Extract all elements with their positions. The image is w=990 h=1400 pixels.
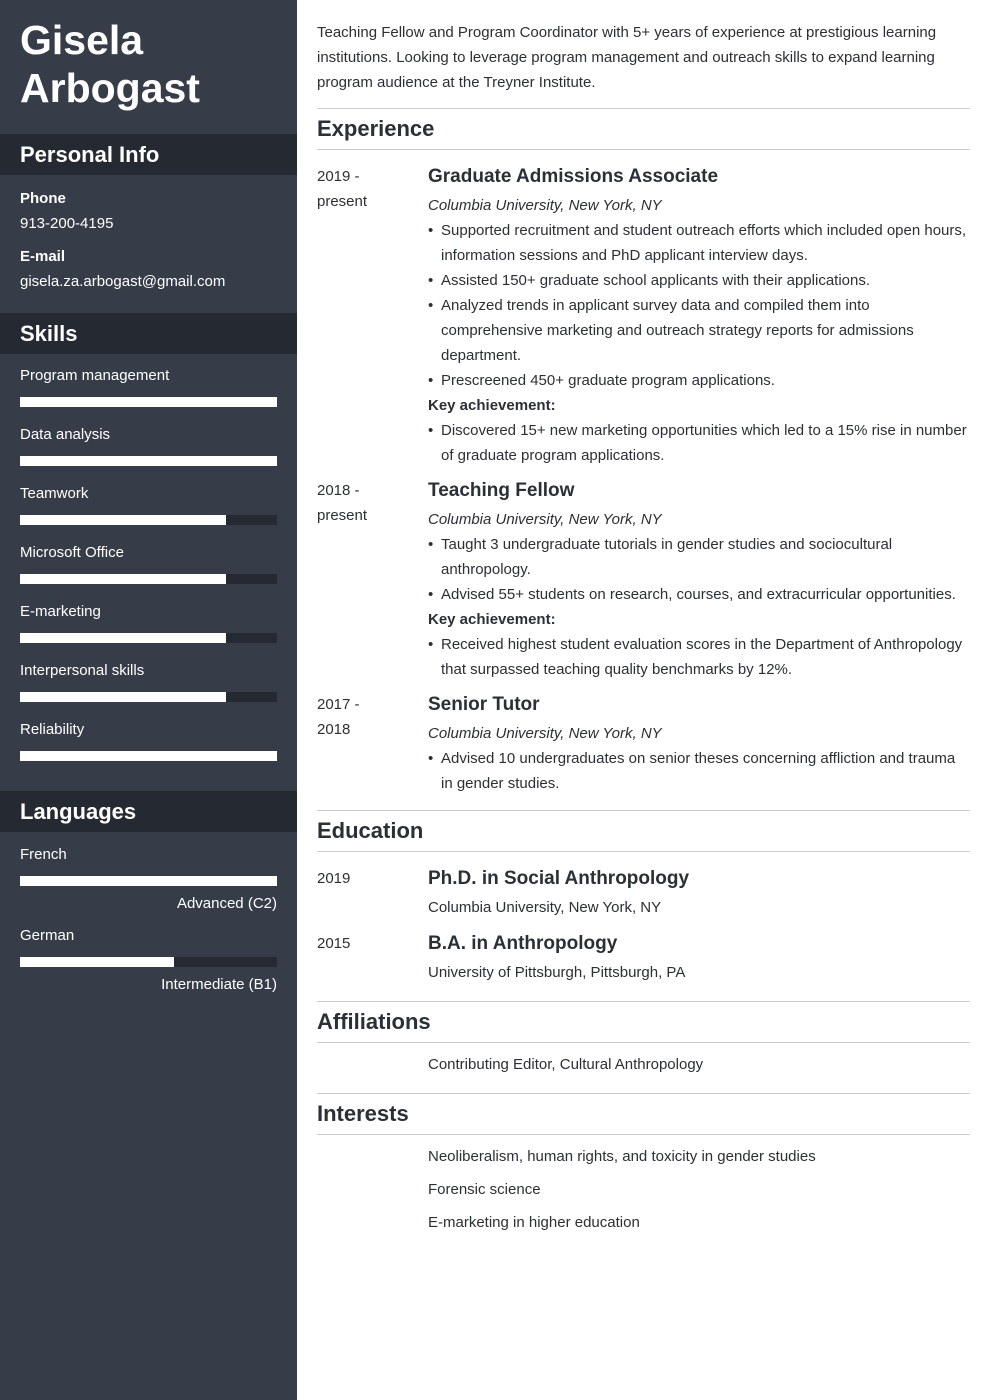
skill-name: Interpersonal skills xyxy=(20,662,145,679)
education-details xyxy=(428,931,970,985)
skill-item xyxy=(20,661,277,720)
job-bullets xyxy=(428,532,970,607)
profile-summary: Teaching Fellow and Program Coordinator with 5+ years of experience at prestigious learning institutions. Looking to leverage program management and outreach skills to expand learning program audience at the Treyner Institute. xyxy=(317,20,970,109)
key-achievement-bullets xyxy=(428,632,970,682)
job-date-end: present xyxy=(317,507,368,524)
experience-entry xyxy=(317,692,970,810)
email-label: E-mail xyxy=(20,248,66,265)
phone-label: Phone xyxy=(20,190,66,207)
key-achievement-bullet: • Discovered 15+ new marketing opportunities which led to a 15% rise in number of graduate program applications. xyxy=(428,418,970,468)
degree-title: Ph.D. in Social Anthropology xyxy=(428,868,690,889)
skill-bar-fill xyxy=(20,574,226,584)
job-bullet: • Taught 3 undergraduate tutorials in gender studies and sociocultural anthropology. xyxy=(428,532,970,582)
education-year: 2019 xyxy=(317,870,351,887)
skill-item xyxy=(20,543,277,602)
education-year: 2015 xyxy=(317,935,351,952)
job-dates xyxy=(317,164,428,468)
language-item xyxy=(20,845,277,926)
skill-name: Reliability xyxy=(20,721,85,738)
skill-name: Program management xyxy=(20,367,170,384)
sidebar xyxy=(0,0,297,1400)
job-bullet: • Analyzed trends in applicant survey data and compiled them into comprehensive marketing and outreach strategy reports for admissions department. xyxy=(428,293,970,368)
school-name: University of Pittsburgh, Pittsburgh, PA xyxy=(428,964,686,981)
skill-bar-fill xyxy=(20,397,277,407)
job-bullets xyxy=(428,218,970,393)
language-item xyxy=(20,926,277,1007)
experience-heading: Experience xyxy=(317,109,970,150)
key-achievement-label: Key achievement: xyxy=(428,611,556,628)
job-bullet: • Advised 55+ students on research, courses, and extracurricular opportunities. xyxy=(428,582,970,607)
job-title: Teaching Fellow xyxy=(428,480,575,501)
skill-bar xyxy=(20,633,277,643)
job-date-start: 2017 - xyxy=(317,696,360,713)
skills-heading: Skills xyxy=(0,313,297,354)
skill-bar-fill xyxy=(20,515,226,525)
skill-item xyxy=(20,484,277,543)
job-dates xyxy=(317,692,428,796)
job-bullets xyxy=(428,746,970,796)
language-name: German xyxy=(20,927,75,944)
skill-bar-fill xyxy=(20,692,226,702)
skill-bar xyxy=(20,692,277,702)
skill-name: Data analysis xyxy=(20,426,111,443)
interest-item: Neoliberalism, human rights, and toxicity in gender studies xyxy=(428,1148,816,1165)
skill-item xyxy=(20,425,277,484)
job-title: Senior Tutor xyxy=(428,694,540,715)
key-achievement-bullets xyxy=(428,418,970,468)
job-date-end: present xyxy=(317,193,368,210)
skill-bar xyxy=(20,574,277,584)
job-date-start: 2019 - xyxy=(317,168,360,185)
interests-heading: Interests xyxy=(317,1094,970,1135)
experience-entry xyxy=(317,164,970,468)
job-date-end: 2018 xyxy=(317,721,351,738)
interest-item: Forensic science xyxy=(428,1181,541,1198)
skill-name: Teamwork xyxy=(20,485,89,502)
email-value: gisela.za.arbogast@gmail.com xyxy=(20,273,226,290)
language-level: Advanced (C2) xyxy=(176,895,277,912)
skill-name: E-marketing xyxy=(20,603,101,620)
skill-bar xyxy=(20,456,277,466)
name-first: Gisela xyxy=(20,17,144,63)
language-bar xyxy=(20,957,277,967)
key-achievement-label: Key achievement: xyxy=(428,397,556,414)
job-bullet: • Prescreened 450+ graduate program applications. xyxy=(428,368,970,393)
education-entry xyxy=(317,866,970,920)
affiliations-heading: Affiliations xyxy=(317,1002,970,1043)
job-title: Graduate Admissions Associate xyxy=(428,166,719,187)
skill-item xyxy=(20,720,277,779)
phone-value: 913-200-4195 xyxy=(20,215,114,232)
job-bullet: • Supported recruitment and student outreach efforts which included open hours, information sessions and PhD applicant interview days. xyxy=(428,218,970,268)
skill-bar-fill xyxy=(20,456,277,466)
languages-list xyxy=(0,832,297,1007)
interest-item: E-marketing in higher education xyxy=(428,1214,640,1231)
languages-heading: Languages xyxy=(0,791,297,832)
language-bar xyxy=(20,876,277,886)
job-details xyxy=(428,478,970,682)
skill-bar-fill xyxy=(20,751,277,761)
job-organization: Columbia University, New York, NY xyxy=(428,725,662,742)
skills-list xyxy=(0,354,297,791)
personal-info-heading: Personal Info xyxy=(0,134,297,175)
job-details xyxy=(428,164,970,468)
skill-item xyxy=(20,366,277,425)
skill-bar xyxy=(20,515,277,525)
school-name: Columbia University, New York, NY xyxy=(428,899,662,916)
language-level: Intermediate (B1) xyxy=(161,976,277,993)
education-heading: Education xyxy=(317,811,970,852)
skill-item xyxy=(20,602,277,661)
main-content xyxy=(317,0,970,1233)
degree-title: B.A. in Anthropology xyxy=(428,933,618,954)
skill-bar xyxy=(20,751,277,761)
language-bar-fill xyxy=(20,876,277,886)
job-details xyxy=(428,692,970,796)
personal-info xyxy=(0,175,297,313)
candidate-name xyxy=(0,0,297,134)
education-details xyxy=(428,866,970,920)
job-bullet: • Advised 10 undergraduates on senior theses concerning affliction and trauma in gender studies. xyxy=(428,746,970,796)
job-organization: Columbia University, New York, NY xyxy=(428,511,662,528)
job-bullet: • Assisted 150+ graduate school applicants with their applications. xyxy=(428,268,970,293)
skill-bar-fill xyxy=(20,633,226,643)
job-organization: Columbia University, New York, NY xyxy=(428,197,662,214)
name-last: Arbogast xyxy=(20,65,200,111)
skill-bar xyxy=(20,397,277,407)
job-date-start: 2018 - xyxy=(317,482,360,499)
language-name: French xyxy=(20,846,67,863)
education-entry xyxy=(317,931,970,1001)
job-dates xyxy=(317,478,428,682)
language-bar-fill xyxy=(20,957,174,967)
affiliation-item: Contributing Editor, Cultural Anthropology xyxy=(428,1056,704,1073)
key-achievement-bullet: • Received highest student evaluation scores in the Department of Anthropology that surpassed teaching quality benchmarks by 12%. xyxy=(428,632,970,682)
skill-name: Microsoft Office xyxy=(20,544,124,561)
experience-entry xyxy=(317,478,970,682)
